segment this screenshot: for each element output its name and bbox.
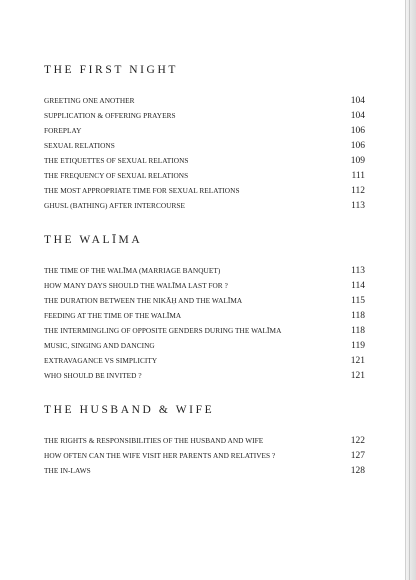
entry-title: THE RIGHTS & RESPONSIBILITIES OF THE HUSBAND AND WIFE [44,436,264,445]
toc-entry[interactable] [44,368,365,383]
toc-entry[interactable] [44,448,365,463]
entry-title: FOREPLAY [44,126,82,135]
entry-page-number: 104 [350,96,365,106]
entry-page-number: 121 [350,371,365,381]
toc-entry-list [44,263,365,383]
entry-page-number: 122 [350,436,365,446]
entry-title: THE FREQUENCY OF SEXUAL RELATIONS [44,171,189,180]
entry-page-number: 119 [351,341,365,351]
toc-entry[interactable] [44,168,365,183]
entry-page-number: 111 [351,171,365,181]
toc-section-husband-wife [44,403,365,476]
entry-title: MUSIC, SINGING AND DANCING [44,341,155,350]
entry-title: FEEDING AT THE TIME OF THE WALĪMA [44,311,182,320]
entry-title: WHO SHOULD BE INVITED ? [44,371,142,380]
entry-title: GREETING ONE ANOTHER [44,96,135,105]
entry-page-number: 106 [350,141,365,151]
entry-title: THE INTERMINGLING OF OPPOSITE GENDERS DURING THE WALĪMA [44,326,282,335]
entry-title: HOW MANY DAYS SHOULD THE WALĪMA LAST FOR ? [44,281,228,290]
entry-title: GHUSL (BATHING) AFTER INTERCOURSE [44,201,186,210]
toc-entry[interactable] [44,93,365,108]
entry-title: SEXUAL RELATIONS [44,141,115,150]
entry-page-number: 128 [350,466,365,476]
toc-entry[interactable] [44,183,365,198]
section-title: THE FIRST NIGHT [44,64,178,76]
page-edge [405,0,416,580]
entry-page-number: 114 [351,281,365,291]
entry-page-number: 118 [351,326,365,336]
toc-entry[interactable] [44,153,365,168]
toc-entry-list [44,433,365,478]
entry-page-number: 115 [351,296,365,306]
entry-title: EXTRAVAGANCE VS SIMPLICITY [44,356,158,365]
entry-title: SUPPLICATION & OFFERING PRAYERS [44,111,176,120]
entry-page-number: 109 [350,156,365,166]
entry-title: THE IN-LAWS [44,466,91,475]
toc-entry[interactable] [44,138,365,153]
section-title: THE HUSBAND & WIFE [44,404,215,416]
toc-entry[interactable] [44,108,365,123]
toc-entry-list [44,93,365,213]
entry-page-number: 121 [350,356,365,366]
toc-entry[interactable] [44,198,365,213]
entry-page-number: 113 [351,266,365,276]
toc-entry[interactable] [44,463,365,478]
entry-page-number: 104 [350,111,365,121]
toc-section-first-night [44,63,365,211]
entry-page-number: 106 [350,126,365,136]
toc-section-walima [44,233,365,381]
section-title: THE WALĪMA [44,234,143,246]
entry-title: HOW OFTEN CAN THE WIFE VISIT HER PARENTS AND RELATIVES ? [44,451,276,460]
entry-title: THE DURATION BETWEEN THE NIKĀḤ AND THE WALĪMA [44,296,243,305]
toc-entry[interactable] [44,308,365,323]
toc-entry[interactable] [44,323,365,338]
toc-entry[interactable] [44,263,365,278]
entry-page-number: 112 [351,186,365,196]
entry-page-number: 118 [351,311,365,321]
entry-title: THE ETIQUETTES OF SEXUAL RELATIONS [44,156,189,165]
toc-entry[interactable] [44,278,365,293]
entry-title: THE TIME OF THE WALĪMA (MARRIAGE BANQUET) [44,266,221,275]
entry-title: THE MOST APPROPRIATE TIME FOR SEXUAL RELATIONS [44,186,240,195]
toc-entry[interactable] [44,123,365,138]
toc-entry[interactable] [44,433,365,448]
entry-page-number: 113 [351,201,365,211]
toc-entry[interactable] [44,338,365,353]
toc-entry[interactable] [44,293,365,308]
entry-page-number: 127 [350,451,365,461]
toc-entry[interactable] [44,353,365,368]
